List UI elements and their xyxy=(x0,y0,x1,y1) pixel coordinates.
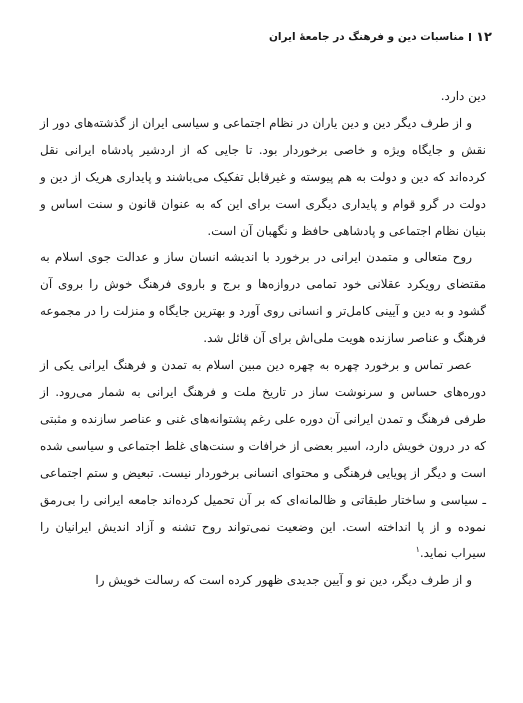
footnote-marker: ۱ xyxy=(415,545,420,555)
square-bullet-icon xyxy=(469,33,471,41)
running-title: مناسبات دین و فرهنگ در جامعهٔ ایران xyxy=(268,31,465,43)
paragraph: دین دارد. xyxy=(440,89,486,103)
page-header xyxy=(268,28,492,46)
page-number: ۱۲ xyxy=(476,29,492,45)
paragraph xyxy=(40,352,486,567)
paragraph: و از طرف دیگر، دین نو و آیین جدیدی ظهور کرده است که رسالت خویش را xyxy=(95,573,472,588)
paragraph-text: عصر تماس و برخورد چهره به چهره دین مبین اسلام به تمدن و فرهنگ ایرانی یکی از دوره‌های حساس و سرنوشت ساز در تاریخ ملت و فرهنگ ایرانی به شمار می‌رود. از طرفی فرهنگ و تمدن ایرانی آن دوره علی رغم پشتوانه‌های غنی و عناصر سازنده و مثبتی که در درون خویش دارد، اسیر بعضی از خرافات و سنت‌های غلط اجتماعی و سیاسی شده است و دیگر از پویایی فرهنگی و محتوای انسانی برخوردار نیست. تبعیض و ستم اجتماعی ـ سیاسی و ساختار طبقاتی و ظالمانه‌ای که بر آن تحمیل کرده‌اند جامعه ایرانی را بی‌رمق نموده و از پا انداخته است. این وضعیت نمی‌تواند روح تشنه و آزاد اندیش ایرانیان را سیراب نماید. xyxy=(40,358,486,561)
body-text xyxy=(40,83,486,594)
paragraph: روح متعالی و متمدن ایرانی در برخورد با اندیشه انسان ساز و عدالت جوی اسلام به مقتضای رویکرد عقلانی خود تمامی دروازه‌ها و برج و باروی فرهنگ خوش را بروی آن گشود و به دین و آیینی کامل‌تر و انسانی روی آورد و بهترین جایگاه و منزلت را در مجموعه فرهنگ و عناصر سازنده هویت ملی‌اش برای آن قائل شد. xyxy=(40,250,486,346)
paragraph: و از طرف دیگر دین و دین یاران در نظام اجتماعی و سیاسی ایران از گذشته‌های دور از نقش و جایگاه ویژه و خاصی برخوردار بود. تا جایی که از اردشیر پادشاه ایرانی نقل کرده‌اند که دین و دولت به هم پیوسته و غیرقابل تفکیک می‌باشند و پایداری هریک از دین و دولت در گرو قوام و پایداری دیگری است برای این که به عنوان قانون و سنت اساس و بنیان نظام اجتماعی و پادشاهی حافظ و نگهبان آن است. xyxy=(40,115,486,238)
